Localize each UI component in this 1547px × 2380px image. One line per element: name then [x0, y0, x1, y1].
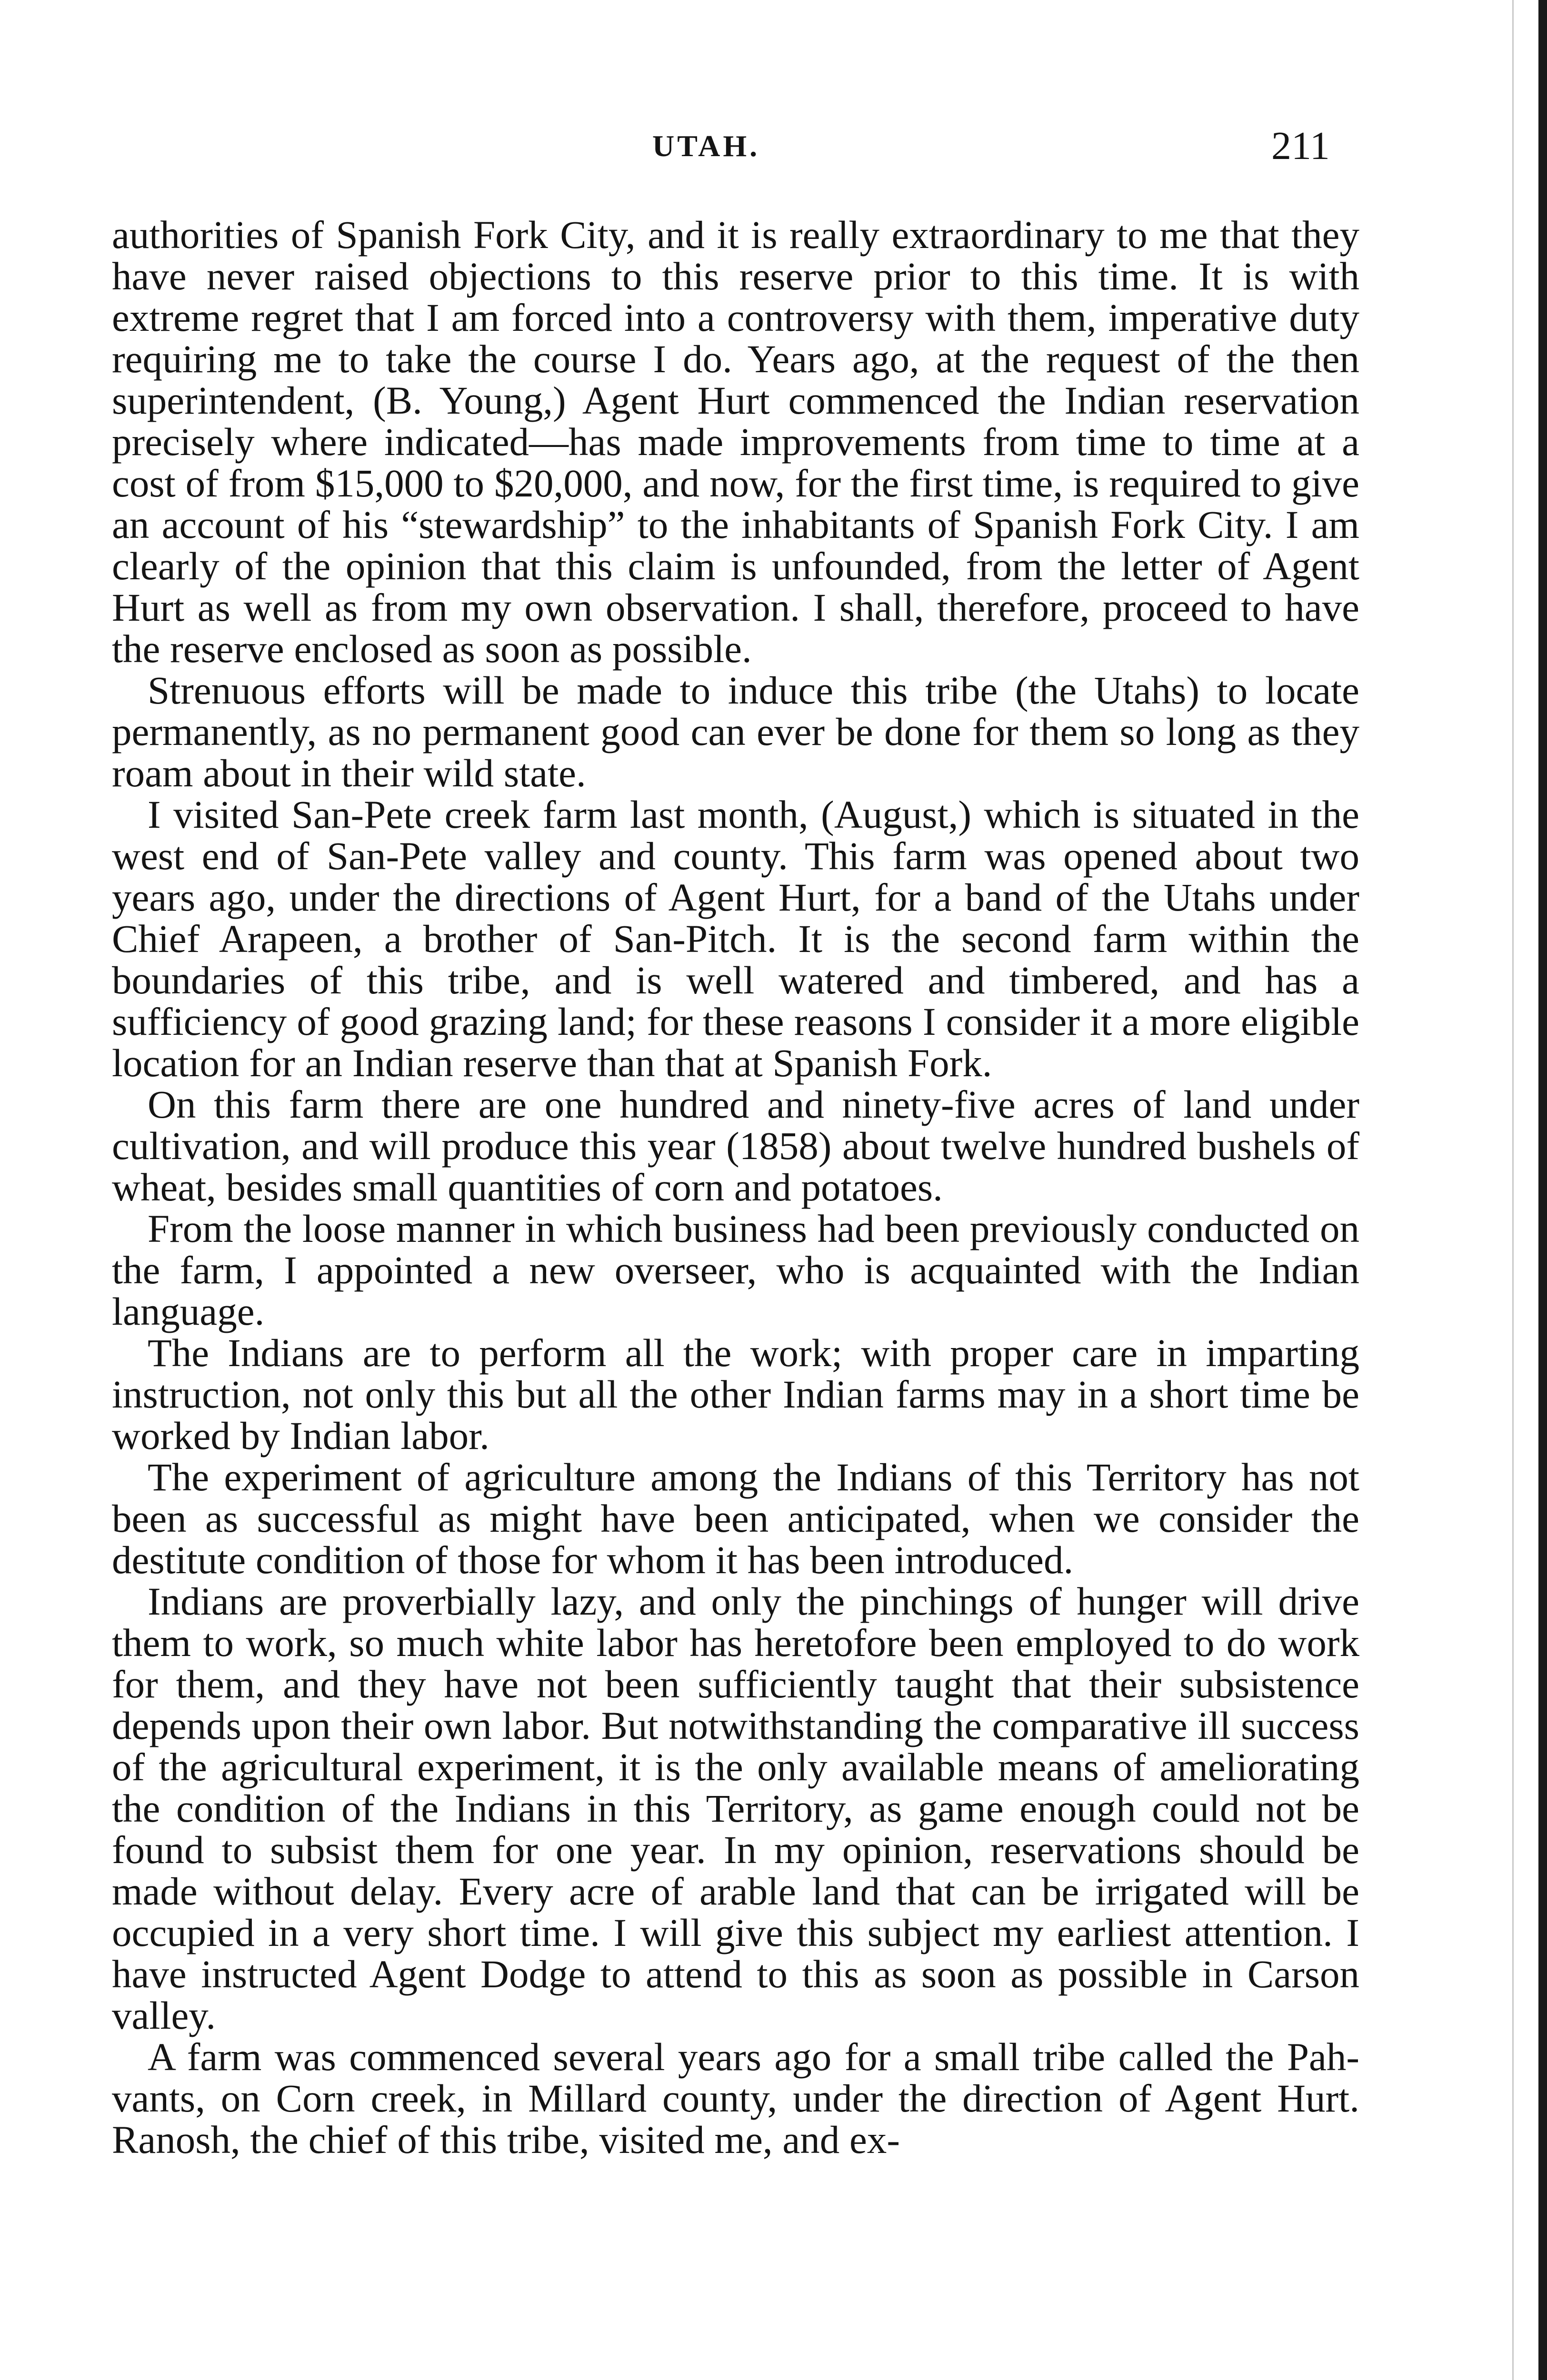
paragraph: A farm was commenced several years ago for a small tribe called the Pah-vants, on Corn creek, in Millard county, under the direction of Agent Hurt. Ranosh, the chief of this tribe, visited me, and ex-	[112, 2035, 1359, 2162]
paragraph: The experiment of agriculture among the Indians of this Territory has not been as successful as might have been anticipated, when we consider the destitute condition of those for whom it has been introduced.	[112, 1455, 1359, 1582]
paragraph: On this farm there are one hundred and ninety-five acres of land under cultivation, and will produce this year (1858) about twelve hundred bushels of wheat, besides small quantities of corn and potatoes.	[112, 1082, 1359, 1209]
page-number: 211	[1271, 124, 1330, 168]
running-head: UTAH.	[652, 129, 760, 163]
paragraph: Indians are proverbially lazy, and only the pinchings of hunger will drive them to work, so much white labor has heretofore been employed to do work for them, and they have not been sufficiently taught that their subsistence depends upon their own labor. But notwithstanding the comparative ill success of the agricultural experiment, it is the only available means of ameliorating the condition of the Indians in this Territory, as game enough could not be found to subsist them for one year. In my opinion, reservations should be made without delay. Every acre of arable land that can be irrigated will be occupied in a very short time. I will give this subject my earliest attention. I have instructed Agent Dodge to attend to this as soon as possible in Carson valley.	[112, 1579, 1359, 2037]
page-edge	[1538, 0, 1547, 2380]
body-text	[112, 214, 1359, 2161]
page-fold-shadow	[1512, 0, 1514, 2380]
paragraph: I visited San-Pete creek farm last month, (August,) which is situated in the west end of San-Pete valley and county. This farm was opened about two years ago, under the directions of Agent Hurt, for a band of the Utahs under Chief Arapeen, a brother of San-Pitch. It is the second farm within the boundaries of this tribe, and is well watered and timbered, and has a sufficiency of good grazing land; for these reasons I consider it a more eligible location for an Indian reserve than that at Spanish Fork.	[112, 793, 1359, 1085]
paragraph: The Indians are to perform all the work; with proper care in imparting instruction, not only this but all the other Indian farms may in a short time be worked by Indian labor.	[112, 1331, 1359, 1458]
paragraph: Strenuous efforts will be made to induce this tribe (the Utahs) to locate permanently, as no permanent good can ever be done for them so long as they roam about in their wild state.	[112, 668, 1359, 795]
paragraph: From the loose manner in which business had been previously conducted on the farm, I appointed a new overseer, who is acquainted with the Indian language.	[112, 1207, 1359, 1333]
paragraph: authorities of Spanish Fork City, and it is really extraordinary to me that they have never raised objections to this reserve prior to this time. It is with extreme regret that I am forced into a controversy with them, imperative duty requiring me to take the course I do. Years ago, at the request of the then superintendent, (B. Young,) Agent Hurt commenced the Indian reservation precisely where indicated—has made improvements from time to time at a cost of from $15,000 to $20,000, and now, for the first time, is required to give an account of his “stewardship” to the inhabitants of Spanish Fork City. I am clearly of the opinion that this claim is unfounded, from the letter of Agent Hurt as well as from my own observation. I shall, therefore, proceed to have the reserve enclosed as soon as possible.	[112, 213, 1359, 671]
